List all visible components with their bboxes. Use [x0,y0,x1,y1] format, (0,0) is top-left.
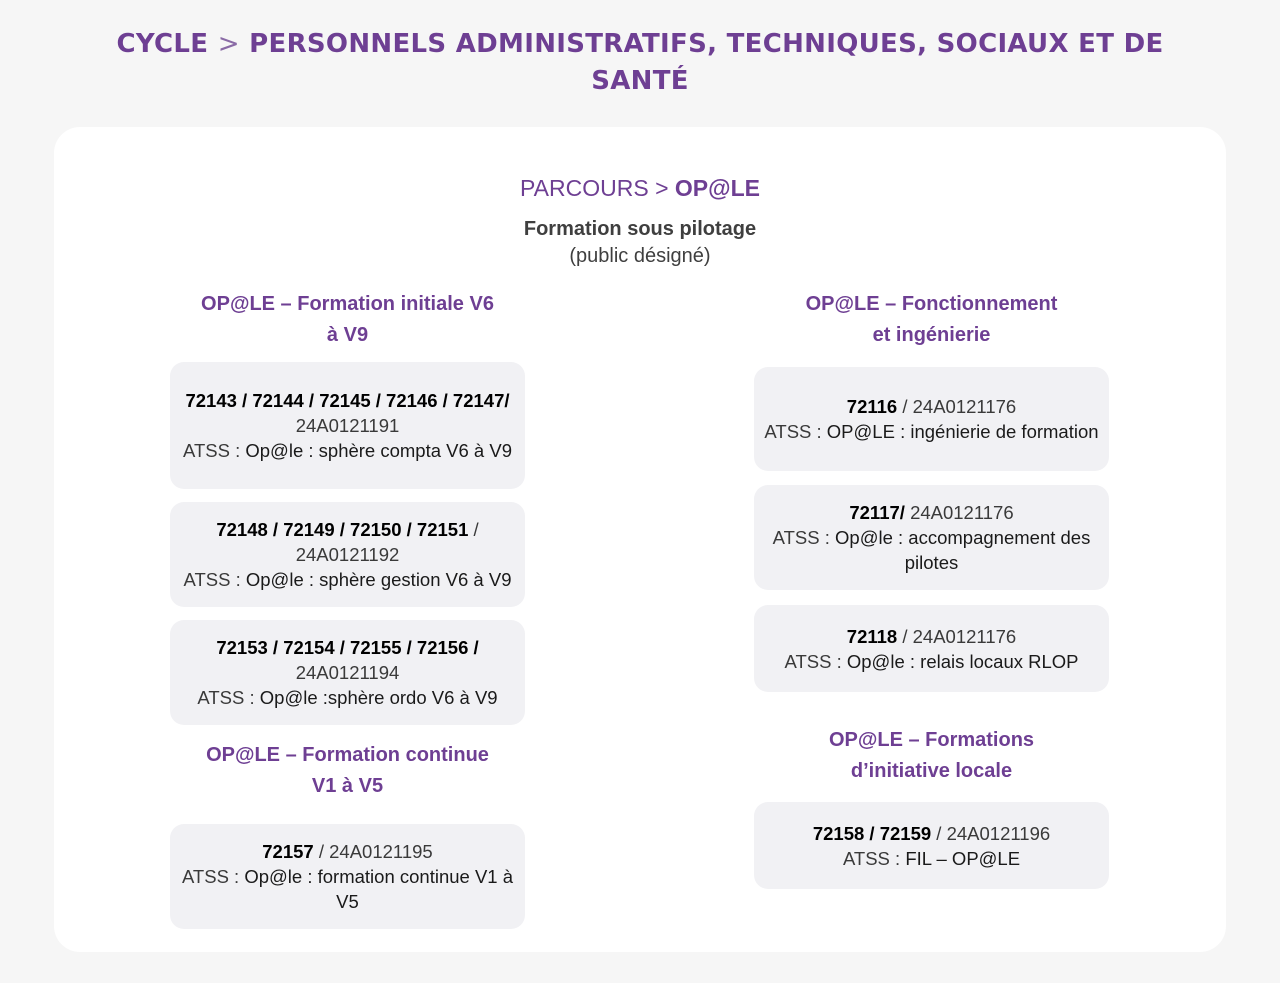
training-ref: / 24A0121195 [318,841,433,862]
training-codes: 72157 [262,841,314,862]
training-desc: Op@le : sphère compta V6 à V9 [245,440,512,461]
atss-label: ATSS : [183,569,241,590]
training-box-compta [170,362,525,489]
training-codes: 72117/ [849,502,905,523]
training-box-continue [170,824,525,929]
section-title-initiative-locale [754,725,1109,787]
training-box-ordo [170,620,525,725]
training-desc: Op@le : formation continue V1 à V5 [244,866,514,912]
training-codes: 72143 / 72144 / 72145 / 72146 / 72147/ [185,390,510,411]
section-title-line: V1 à V5 [311,775,384,797]
section-title-formation-initiale [170,289,525,351]
atss-label: ATSS : [842,847,901,869]
title-line1: PERSONNELS ADMINISTRATIFS, TECHNIQUES, SOCIAUX ET DE [249,29,1164,59]
parcours-heading [0,172,1280,204]
training-desc: FIL – OP@LE [905,847,1021,869]
training-box-gestion [170,502,525,607]
training-desc: Op@le : relais locaux RLOP [846,650,1079,672]
training-ref: / 24A0121176 [902,396,1017,417]
page-title [0,26,1280,100]
training-ref: 24A0121194 [295,662,400,683]
parcours-label: PARCOURS [520,175,649,201]
section-title-formation-continue [170,740,525,802]
training-box-ingenierie [754,367,1109,471]
training-box-pilotes [754,485,1109,590]
training-codes: 72153 / 72154 / 72155 / 72156 / [216,637,479,658]
parcours-value: OP@LE [674,175,760,201]
training-codes: 72116 [846,396,898,417]
training-ref: / 24A0121176 [902,625,1017,647]
section-title-line: d’initiative locale [850,760,1013,782]
cycle-label: CYCLE [116,29,209,59]
atss-label: ATSS : [784,650,842,672]
atss-label: ATSS : [183,440,241,461]
training-desc: Op@le :sphère ordo V6 à V9 [259,687,498,708]
training-desc: Op@le : accompagnement des pilotes [835,527,1091,573]
atss-label: ATSS : [772,527,830,548]
training-codes: 72158 / 72159 [812,822,932,844]
training-desc: OP@LE : ingénierie de formation [826,421,1099,442]
training-ref: / 24A0121192 [295,519,479,565]
section-title-line: à V9 [326,324,369,346]
section-title-line: OP@LE – Formations [828,729,1035,751]
training-box-rlop [754,605,1109,692]
training-codes: 72118 [846,625,898,647]
section-title-fonctionnement [754,289,1109,351]
training-box-fil [754,802,1109,889]
atss-label: ATSS : [764,421,822,442]
section-title-line: OP@LE – Formation initiale V6 [201,293,494,315]
atss-label: ATSS : [181,866,240,887]
subtitle-strong: Formation sous pilotage [523,218,757,240]
section-title-line: et ingénierie [872,324,991,346]
training-ref: / 24A0121196 [936,822,1051,844]
parcours-separator: > [655,175,669,201]
breadcrumb-separator: > [217,29,240,59]
subtitle-note: (public désigné) [569,245,711,267]
training-codes: 72148 / 72149 / 72150 / 72151 [216,519,469,540]
section-title-line: OP@LE – Fonctionnement [805,293,1058,315]
title-line2: SANTÉ [591,66,689,96]
section-title-line: OP@LE – Formation continue [206,744,489,766]
training-ref: 24A0121191 [295,415,400,436]
atss-label: ATSS : [197,687,255,708]
training-ref: 24A0121176 [910,502,1014,523]
training-desc: Op@le : sphère gestion V6 à V9 [245,569,512,590]
subtitle [0,216,1280,270]
